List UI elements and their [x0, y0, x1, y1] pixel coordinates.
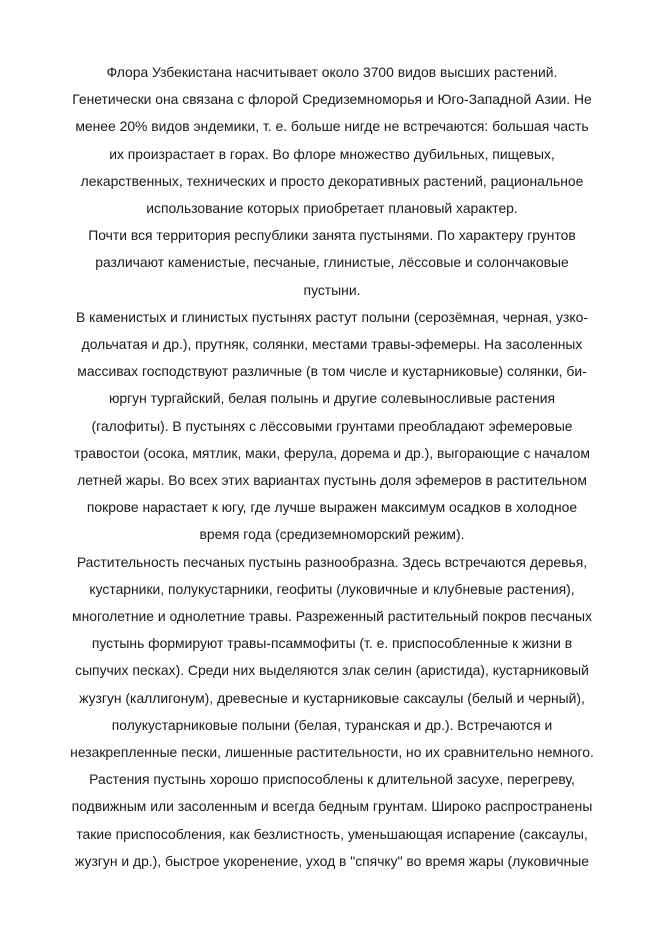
text-line: Флора Узбекистана насчитывает около 3700 видов высших растений.	[106, 64, 558, 80]
text-line: В каменистых и глинистых пустынях растут полыни (серозёмная, черная, узко-	[76, 308, 588, 325]
text-line: лекарственных, технических и просто декоративных растений, рациональное	[80, 172, 584, 189]
text-line: летней жары. Во всех этих вариантах пустынь доля эфемеров в растительном	[77, 472, 587, 489]
text-line: жузгун (каллигонум), древесные и кустарниковые саксаулы (белый и черный),	[79, 689, 585, 706]
text-line: менее 20% видов эндемики, т. е. больше нигде не встречаются: большая часть	[75, 118, 589, 135]
text-line: Генетически она связана с флорой Средиземноморья и Юго-Западной Азии. Не	[72, 91, 592, 108]
text-line: сыпучих песках). Среди них выделяются злак селин (аристида), кустарниковый	[75, 662, 589, 679]
text-line: юргун тургайский, белая полынь и другие солевыносливые растения	[108, 390, 556, 407]
text-line: многолетние и однолетние травы. Разреженный растительный покров песчаных	[72, 608, 592, 625]
document-body	[42, 59, 622, 875]
text-line: пустынь формируют травы-псаммофиты (т. е. приспособленные к жизни в	[91, 635, 573, 652]
text-line: Растения пустынь хорошо приспособлены к длительной засухе, перегреву,	[89, 771, 575, 788]
text-line: время года (средиземноморский режим).	[199, 526, 465, 543]
text-line: Почти вся территория республики занята пустынями. По характеру грунтов	[88, 227, 576, 244]
text-line: полукустарниковые полыни (белая, туранская и др.). Встречаются и	[111, 716, 553, 733]
text-line: различают каменистые, песчаные, глинистые, лёссовые и солончаковые	[95, 254, 569, 271]
text-line: жузгун и др.), быстрое укоренение, уход в "спячку" во время жары (луковичные	[75, 852, 589, 869]
text-line: покрове нарастает к югу, где лучше выражен максимум осадков в холодное	[86, 499, 578, 516]
text-line: (галофиты). В пустынях с лёссовыми грунтами преобладают эфемеровые	[91, 417, 573, 434]
text-line: пустыни.	[303, 281, 361, 298]
text-line: их произрастает в горах. Во флоре множество дубильных, пищевых,	[109, 145, 555, 162]
text-line: кустарники, полукустарники, геофиты (луковичные и клубневые растения),	[89, 580, 575, 597]
text-line: дольчатая и др.), прутняк, солянки, местами травы-эфемеры. На засоленных	[81, 336, 583, 353]
text-line: подвижным или засоленным и всегда бедным грунтам. Широко распространены	[71, 798, 593, 815]
text-line: незакрепленные пески, лишенные растительности, но их сравнительно немного.	[70, 744, 594, 761]
text-line: массивах господствуют различные (в том числе и кустарниковые) солянки, би-	[77, 363, 587, 380]
text-line: использование которых приобретает плановый характер.	[146, 200, 518, 217]
text-line: такие приспособления, как безлистность, уменьшающая испарение (саксаулы,	[76, 825, 588, 842]
text-line: травостои (осока, мятлик, маки, ферула, дорема и др.), выгорающие с началом	[74, 444, 590, 461]
text-line: Растительность песчаных пустынь разнообразна. Здесь встречаются деревья,	[76, 553, 588, 570]
